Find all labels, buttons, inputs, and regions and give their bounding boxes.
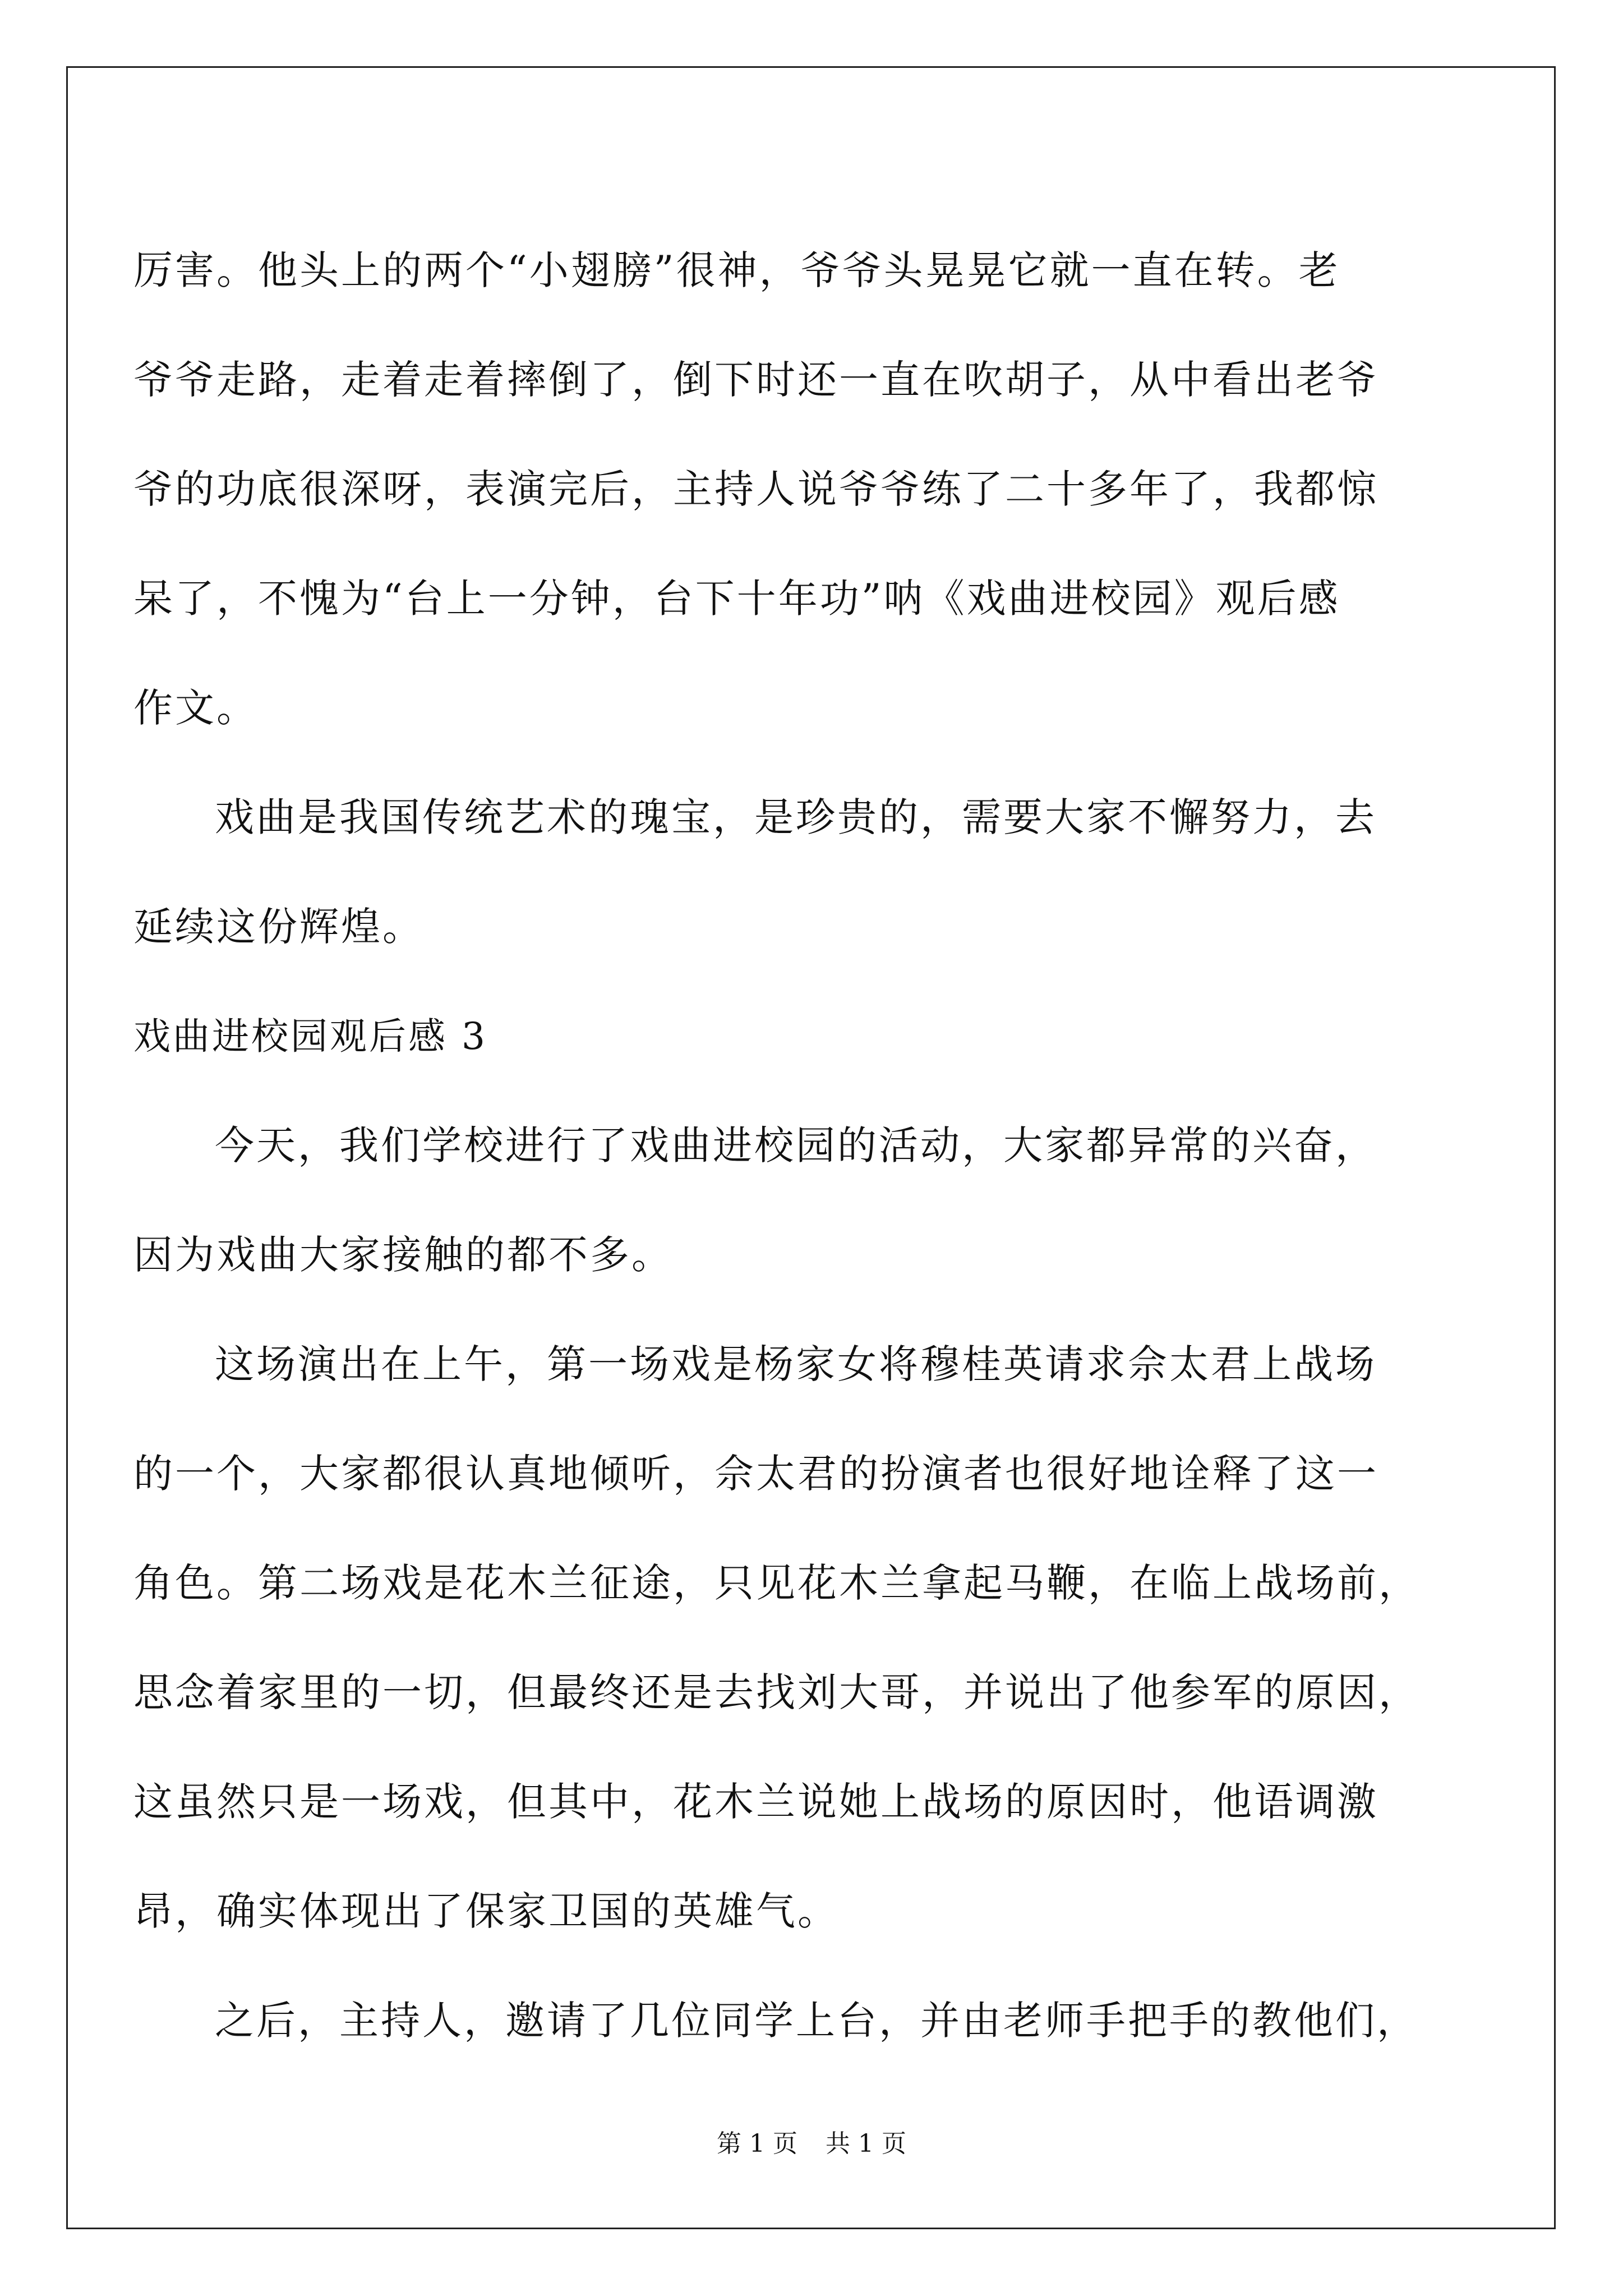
text-line: 戏曲是我国传统艺术的瑰宝，是珍贵的，需要大家不懈努力，去 [215, 794, 1377, 840]
text-line: 这虽然只是一场戏，但其中，花木兰说她上战场的原因时，他语调激 [133, 1779, 1378, 1825]
document-body [133, 216, 1435, 2076]
text-line: 之后，主持人，邀请了几位同学上台，并由老师手把手的教他们， [215, 1998, 1418, 2044]
paragraph [133, 1966, 1435, 2076]
text-line: 爷的功底很深呀，表演完后，主持人说爷爷练了二十多年了，我都惊 [133, 466, 1378, 512]
text-line: 思念着家里的一切，但最终还是去找刘大哥，并说出了他参军的原因， [133, 1669, 1420, 1715]
page-footer [0, 2127, 1623, 2161]
text-line: 呆了，不愧为“台上一分钟，台下十年功”呐《戏曲进校园》观后感 [133, 576, 1340, 622]
text-line: 因为戏曲大家接触的都不多。 [133, 1232, 673, 1278]
paragraph [133, 763, 1435, 982]
text-line: 这场演出在上午，第一场戏是杨家女将穆桂英请求佘太君上战场 [215, 1341, 1377, 1387]
paragraph [133, 1091, 1435, 1310]
text-line: 昂，确实体现出了保家卫国的英雄气。 [133, 1888, 839, 1934]
text-line: 厉害。他头上的两个“小翅膀”很神，爷爷头晃晃它就一直在转。老 [133, 247, 1340, 293]
text-line: 角色。第二场戏是花木兰征途，只见花木兰拿起马鞭，在临上战场前， [133, 1560, 1420, 1606]
text-line: 作文。 [133, 685, 258, 731]
text-line: 的一个，大家都很认真地倾听，佘太君的扮演者也很好地诠释了这一 [133, 1451, 1378, 1497]
section-heading: 戏曲进校园观后感 3 [133, 1015, 487, 1058]
page-number: 第 1 页 [717, 2129, 797, 2158]
paragraph [133, 1310, 1435, 1966]
text-line: 延续这份辉煌。 [133, 904, 424, 950]
page-total: 共 1 页 [826, 2129, 906, 2158]
text-line: 爷爷走路，走着走着摔倒了，倒下时还一直在吹胡子，从中看出老爷 [133, 357, 1378, 403]
text-line: 今天，我们学校进行了戏曲进校园的活动，大家都异常的兴奋， [215, 1122, 1377, 1168]
paragraph [133, 216, 1435, 763]
